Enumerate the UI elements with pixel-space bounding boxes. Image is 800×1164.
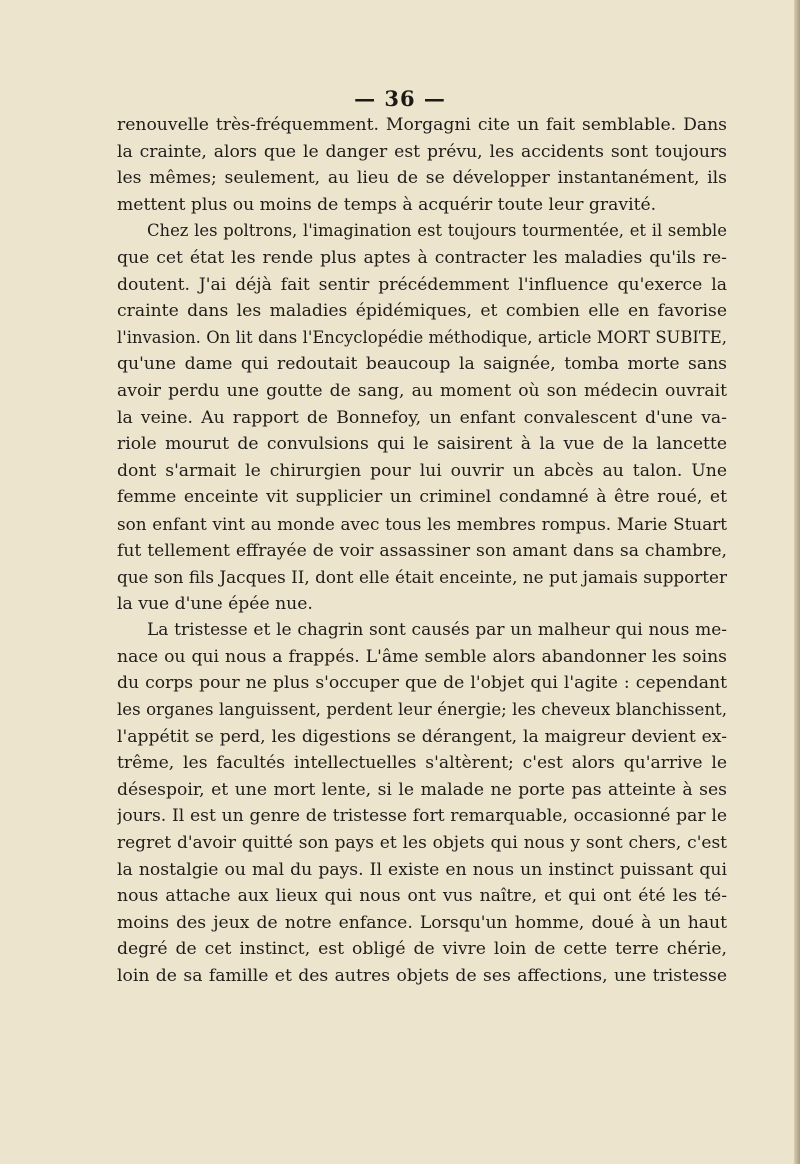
text-line: moins des jeux de notre enfance. Lorsqu'un homme, doué à un haut [117,912,727,933]
text-line: fut tellement effrayée de voir assassiner son amant dans sa chambre, [117,540,727,561]
paragraph [117,617,727,989]
text-line: riole mourut de convulsions qui le saisirent à la vue de la lancette [117,434,727,455]
text-line: trême, les facultés intellectuelles s'altèrent; c'est alors qu'arrive le [117,753,727,774]
text-line: mettent plus ou moins de temps à acquérir toute leur gravité. [117,194,657,215]
text-line: l'invasion. On lit dans l'Encyclopédie méthodique, article MORT SUBITE, [117,327,727,347]
text-line: loin de sa famille et des autres objets de ses affections, une tristesse [117,966,727,986]
text-line: renouvelle très-fréquemment. Morgagni cite un fait semblable. Dans [117,115,727,135]
text-line: son enfant vint au monde avec tous les membres rompus. Marie Stuart [117,513,727,534]
text-line: désespoir, et une mort lente, si le malade ne porte pas atteinte à ses [117,779,727,800]
text-line: la veine. Au rapport de Bonnefoy, un enfant convalescent d'une va- [117,407,727,428]
text-line: jours. Il est un genre de tristesse fort remarquable, occasionné par le [117,806,727,827]
text-line: la vue d'une épée nue. [117,593,313,614]
paragraph [117,112,727,218]
text-line: les mêmes; seulement, au lieu de se développer instantanément, ils [117,168,727,189]
text-line: l'appétit se perd, les digestions se dérangent, la maigreur devient ex- [117,726,727,747]
paragraph [117,218,727,617]
text-line: nace ou qui nous a frappés. L'âme semble alors abandonner les soins [117,646,727,667]
text-line: la crainte, alors que le danger est prévu, les accidents sont toujours [117,141,727,162]
text-line: la nostalgie ou mal du pays. Il existe en nous un instinct puissant qui [117,859,727,880]
text-line: Chez les poltrons, l'imagination est toujours tourmentée, et il semble [147,221,727,241]
text-line: qu'une dame qui redoutait beaucoup la saignée, tomba morte sans [117,354,727,375]
text-line: femme enceinte vit supplicier un criminel condamné à être roué, et [117,487,727,508]
text-line: dont s'armait le chirurgien pour lui ouvrir un abcès au talon. Une [117,460,727,481]
text-line: doutent. J'ai déjà fait sentir précédemment l'influence qu'exerce la [117,274,727,295]
text-line: regret d'avoir quitté son pays et les objets qui nous y sont chers, c'est [117,833,727,854]
text-line: avoir perdu une goutte de sang, au moment où son médecin ouvrait [117,380,727,401]
page-number: — 36 — [354,86,446,111]
text-line: crainte dans les maladies épidémiques, et combien elle en favorise [117,301,727,322]
text-line: nous attache aux lieux qui nous ont vus naître, et qui ont été les té- [117,886,727,907]
text-line: les organes languissent, perdent leur énergie; les cheveux blanchissent, [117,700,727,720]
text-line: du corps pour ne plus s'occuper que de l'objet qui l'agite : cependant [117,673,727,694]
text-line: degré de cet instinct, est obligé de vivre loin de cette terre chérie, [117,939,727,960]
text-line: que son fils Jacques II, dont elle était enceinte, ne put jamais supporter [117,567,727,588]
text-line: que cet état les rende plus aptes à contracter les maladies qu'ils re- [117,247,727,268]
body-text [117,112,727,990]
text-line: La tristesse et le chagrin sont causés par un malheur qui nous me- [147,620,727,641]
page-edge-shadow [794,0,800,1164]
